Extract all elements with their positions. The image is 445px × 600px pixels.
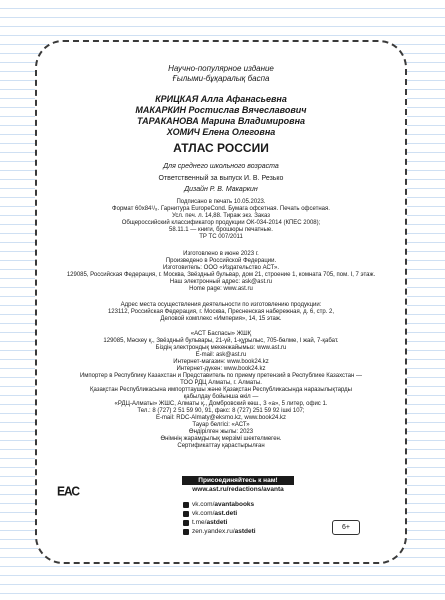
imprint-card [35,40,407,564]
imprint-line: 58.11.1 — книги, брошюры печатные. [169,227,273,233]
social-prefix: zen.yandex.ru/ [192,528,235,535]
manufacturer-line: Home page: www.ast.ru [189,286,253,292]
kz-line: 129085, Мәскеу қ., Звёздный бульвары, 21-үй, 1-құрылыс, 705-бөлме, I жай, 7-қабат. [103,338,339,344]
manufacturer-line: 129085, Российская Федерация, г. Москва, Звёздный бульвар, дом 21, строение 1, комната 705, пом. I, 7 этаж. [66,272,376,278]
imprint-block [43,199,399,241]
social-link-vk-avanta[interactable] [183,500,256,509]
kz-line: Тел.: 8 (727) 2 51 59 90, 91, факс: 8 (727) 251 59 92 ішкі 107; [137,408,305,414]
kz-line: Интернет-дүкен: www.book24.kz [176,366,266,372]
kz-line: қабылдау бойынша өкіл — [183,394,259,400]
kz-line: Сертификаттау қарастырылған [177,443,265,449]
vk-icon [183,511,189,517]
kz-line: ТОО РДЦ Алматы, г. Алматы. [180,380,262,386]
kz-line: Өнімнің жарамдылық мерзімі шектелмеген. [160,436,282,442]
kz-line: Интернет-магазин: www.book24.kz [173,359,269,365]
social-handle: avantabooks [214,501,255,508]
audience: Для среднего школьного возраста [163,163,279,170]
kz-line: Тауар белгісі: «АСТ» [192,422,250,428]
kz-line: E-mail: RDC-Almaty@eksmo.kz, www.book24.kz [155,415,287,421]
book-title: АТЛАС РОССИИ [173,141,269,155]
author-4: ХОМИЧ Елена Олеговна [166,127,276,137]
social-handle: ast.deti [214,510,238,517]
vk-icon [183,502,189,508]
author-3: ТАРАКАНОВА Марина Владимировна [136,116,306,126]
kz-line: E-mail: ask@ast.ru [195,352,247,358]
social-prefix: t.me/ [192,519,207,526]
kz-line: Өндірілген жылы: 2023 [188,429,254,435]
kz-line: Қазақстан Республикасына импорттаушы және Қазақстан Республикасында наразылықтарды [90,387,352,393]
eac-mark: ЕАС [57,483,80,499]
manufacturer-block [43,251,399,293]
production-block [43,302,399,323]
kz-line: Біздің электрондық мекенжайымыз: www.ast.ru [155,345,287,351]
social-prefix: vk.com/ [192,501,215,508]
imprint-line: Усл. печ. л. 14,88. Тираж экз. Заказ [172,213,270,219]
telegram-icon [183,520,189,526]
production-line: Адрес места осуществления деятельности по изготовлению продукции: [120,302,322,308]
imprint-line: Подписано в печать 10.05.2023. [176,199,266,205]
social-link-telegram[interactable] [183,518,256,527]
social-handle: astdeti [206,519,228,526]
social-handle: astdeti [234,528,256,535]
imprint-line: Общероссийский классификатор продукции ОК-034-2014 (КПЕС 2008); [121,220,321,226]
genre-kz: Ғылыми-бұқаралық баспа [172,74,270,83]
imprint-line: Формат 60x84¹/₈. Гарнитура EuropeCond. Бумага офсетная. Печать офсетная. [112,206,330,212]
manufacturer-line: Наш электронный адрес: ask@ast.ru [169,279,273,285]
kz-block [43,331,399,450]
genre-ru: Научно-популярное издание [168,64,274,73]
responsible: Ответственный за выпуск И. В. Резько [158,175,284,182]
social-links [183,500,256,536]
author-1: КРИЦКАЯ Алла Афанасьевна [155,94,287,104]
join-url-link[interactable]: www.ast.ru/redactions/avanta [192,486,284,493]
kz-line: «РДЦ-Алматы» ЖШС, Алматы қ., Домбровский көш., 3 «а», 5 литер, офис 1. [114,401,328,407]
social-link-vk-astdeti[interactable] [183,509,256,518]
kz-line: Импортер в Республику Казахстан и Представитель по приему претензий в Республике Казахстан — [79,373,362,379]
social-prefix: vk.com/ [192,510,215,517]
production-line: Деловой комплекс «Империя», 14, 15 этаж. [160,316,282,322]
age-rating-badge: 6+ [332,520,360,535]
manufacturer-line: Изготовлено в июне 2023 г. [183,251,259,257]
zen-icon [183,529,189,535]
social-link-zen[interactable] [183,527,256,536]
kz-line: «АСТ Баспасы» ЖШҚ [190,331,252,337]
manufacturer-line: Изготовитель: ООО «Издательство АСТ». [162,265,280,271]
design-credit: Дизайн Р. В. Макаркин [184,186,258,193]
join-us-banner: Присоединяйтесь к нам! [182,476,294,485]
production-line: 123112, Российская Федерация, г. Москва, Пресненская набережная, д. 6, стр. 2, [107,309,335,315]
imprint-line: ТР ТС 007/2011 [199,234,243,240]
manufacturer-line: Произведено в Российской Федерации. [165,258,277,264]
author-2: МАКАРКИН Ростислав Вячеславович [135,105,307,115]
